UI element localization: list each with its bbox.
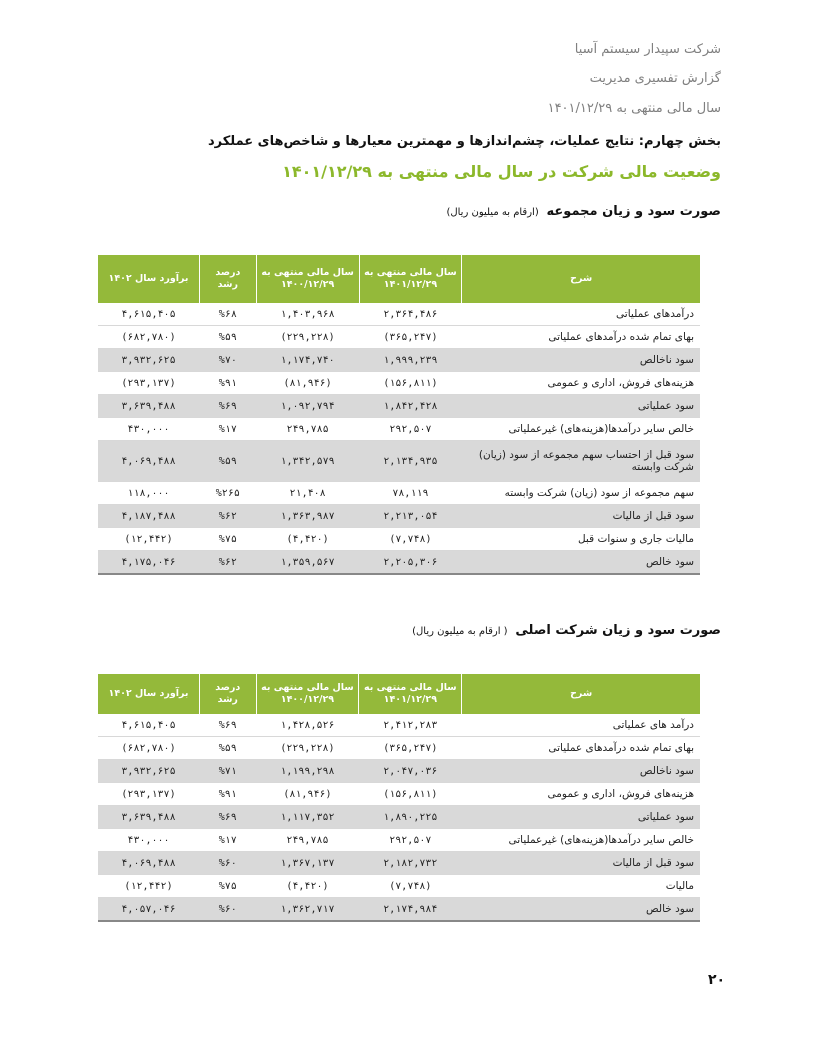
table-cell: %۵۹ — [200, 737, 256, 760]
main-title: وضعیت مالی شرکت در سال مالی منتهی به ۱۴۰۱/۱۲/۲۹ — [282, 162, 721, 181]
row-label: سهم مجموعه از سود (زیان) شرکت وابسته — [462, 482, 700, 505]
table-cell: ۴,۰۵۷,۰۴۶ — [98, 898, 200, 922]
table-cell: (۱۲,۴۴۲) — [98, 528, 200, 551]
table-row — [98, 326, 701, 349]
col-header-desc: شرح — [462, 255, 700, 303]
row-label: سود قبل از مالیات — [462, 505, 700, 528]
col-header-forecast: برآورد سال ۱۴۰۲ — [98, 255, 200, 303]
table-cell: ۱,۴۲۸,۵۲۶ — [256, 714, 359, 737]
table-row — [98, 395, 701, 418]
table-cell: ۲,۳۶۴,۴۸۶ — [359, 303, 462, 326]
table-cell: (۷,۷۴۸) — [359, 875, 462, 898]
table-cell: (۱۵۶,۸۱۱) — [359, 783, 462, 806]
row-label: سود قبل از احتساب سهم مجموعه از سود (زیان) شرکت وابسته — [462, 441, 700, 482]
table-cell: ۴,۰۶۹,۴۸۸ — [98, 852, 200, 875]
table-cell: ۴۳۰,۰۰۰ — [98, 418, 200, 441]
table-cell: ۲,۴۱۲,۲۸۳ — [359, 714, 462, 737]
table-cell: (۱۵۶,۸۱۱) — [359, 372, 462, 395]
row-label: سود ناخالص — [462, 349, 700, 372]
table-cell: (۲۲۹,۲۲۸) — [256, 737, 359, 760]
report-name: گزارش تفسیری مدیریت — [589, 71, 721, 86]
table-cell: ۴,۱۷۵,۰۴۶ — [98, 551, 200, 575]
table-cell: ۲,۰۴۷,۰۳۶ — [359, 760, 462, 783]
table-cell: (۲۹۳,۱۳۷) — [98, 372, 200, 395]
table-cell: ۱,۴۰۳,۹۶۸ — [256, 303, 359, 326]
table-cell: ۱,۰۹۲,۷۹۴ — [256, 395, 359, 418]
table1-unit-note: (ارقام به میلیون ریال) — [446, 207, 539, 218]
table-row — [98, 852, 701, 875]
table-cell: ۱,۱۷۴,۷۴۰ — [256, 349, 359, 372]
row-label: سود عملیاتی — [462, 395, 700, 418]
table-cell: ۷۸,۱۱۹ — [359, 482, 462, 505]
table-cell: %۷۰ — [200, 349, 257, 372]
col-header-desc: شرح — [462, 674, 700, 714]
table-row — [98, 528, 701, 551]
table-row — [98, 482, 701, 505]
table-row — [98, 372, 701, 395]
row-label: درآمدهای عملیاتی — [462, 303, 700, 326]
table-cell: (۳۶۵,۲۴۷) — [359, 326, 462, 349]
row-label: خالص سایر درآمدها(هزینه‌های) غیرعملیاتی — [462, 418, 700, 441]
table-cell: %۹۱ — [200, 372, 257, 395]
table-cell: ۴۳۰,۰۰۰ — [98, 829, 200, 852]
consolidated-income-table — [97, 255, 700, 575]
table-cell: ۱,۱۱۷,۳۵۲ — [256, 806, 359, 829]
row-label: بهای تمام شده درآمدهای عملیاتی — [462, 737, 700, 760]
table-cell: %۶۸ — [200, 303, 257, 326]
table-row — [98, 418, 701, 441]
table-cell: %۱۷ — [200, 418, 257, 441]
table-cell: (۳۶۵,۲۴۷) — [359, 737, 462, 760]
col-header-1400: سال مالی منتهی به ۱۴۰۰/۱۲/۲۹ — [256, 255, 359, 303]
row-label: بهای تمام شده درآمدهای عملیاتی — [462, 326, 700, 349]
table-cell: ۲۴۹,۷۸۵ — [256, 829, 359, 852]
table-row — [98, 829, 701, 852]
table-cell: (۲۹۳,۱۳۷) — [98, 783, 200, 806]
row-label: سود خالص — [462, 551, 700, 575]
col-header-growth: درصد رشد — [200, 674, 256, 714]
table1-title — [446, 204, 721, 219]
table-row — [98, 714, 701, 737]
company-name: شرکت سپیدار سیستم آسیا — [574, 42, 721, 57]
table-row — [98, 806, 701, 829]
table-cell: %۶۰ — [200, 898, 256, 922]
table-cell: %۷۵ — [200, 875, 256, 898]
table-cell: ۳,۶۳۹,۴۸۸ — [98, 806, 200, 829]
row-label: سود عملیاتی — [462, 806, 700, 829]
table-row — [98, 505, 701, 528]
table-header-row — [98, 674, 701, 714]
table-cell: %۷۵ — [200, 528, 257, 551]
table-row — [98, 898, 701, 922]
table1-title-text: صورت سود و زیان مجموعه — [546, 204, 721, 219]
table2-unit-note: ( ارقام به میلیون ریال) — [412, 626, 508, 637]
row-label: سود قبل از مالیات — [462, 852, 700, 875]
table-cell: %۶۲ — [200, 551, 257, 575]
table-cell: ۲,۲۰۵,۳۰۶ — [359, 551, 462, 575]
table-row — [98, 737, 701, 760]
table-cell: ۲۹۲,۵۰۷ — [359, 829, 462, 852]
row-label: مالیات — [462, 875, 700, 898]
table-cell: ۱,۳۴۲,۵۷۹ — [256, 441, 359, 482]
table-cell: ۱,۳۶۷,۱۳۷ — [256, 852, 359, 875]
table-cell: ۳,۶۳۹,۴۸۸ — [98, 395, 200, 418]
table-cell: %۵۹ — [200, 441, 257, 482]
report-period: سال مالی منتهی به ۱۴۰۱/۱۲/۲۹ — [547, 101, 721, 116]
table-header-row — [98, 255, 701, 303]
table-cell: (۸۱,۹۴۶) — [256, 783, 359, 806]
row-label: سود خالص — [462, 898, 700, 922]
table-cell: ۱۱۸,۰۰۰ — [98, 482, 200, 505]
table-cell: ۱,۱۹۹,۲۹۸ — [256, 760, 359, 783]
table-row — [98, 760, 701, 783]
table2-title-text: صورت سود و زیان شرکت اصلی — [515, 623, 721, 638]
table-cell: (۲۲۹,۲۲۸) — [256, 326, 359, 349]
table-cell: ۲,۲۱۳,۰۵۴ — [359, 505, 462, 528]
row-label: درآمد های عملیاتی — [462, 714, 700, 737]
table-cell: (۴,۴۲۰) — [256, 875, 359, 898]
col-header-1401: سال مالی منتهی به ۱۴۰۱/۱۲/۲۹ — [359, 674, 462, 714]
table-cell: (۴,۴۲۰) — [256, 528, 359, 551]
table-cell: ۲,۱۳۴,۹۳۵ — [359, 441, 462, 482]
table-cell: ۳,۹۳۲,۶۲۵ — [98, 349, 200, 372]
row-label: هزینه‌های فروش، اداری و عمومی — [462, 372, 700, 395]
table-cell: ۱,۸۴۲,۴۲۸ — [359, 395, 462, 418]
table-cell: %۲۶۵ — [200, 482, 257, 505]
table-cell: ۲۹۲,۵۰۷ — [359, 418, 462, 441]
table-row — [98, 551, 701, 575]
table-cell: ۲۱,۴۰۸ — [256, 482, 359, 505]
table-cell: %۶۹ — [200, 395, 257, 418]
table-cell: (۶۸۲,۷۸۰) — [98, 737, 200, 760]
col-header-forecast: برآورد سال ۱۴۰۲ — [98, 674, 200, 714]
row-label: هزینه‌های فروش، اداری و عمومی — [462, 783, 700, 806]
table-row — [98, 441, 701, 482]
table-cell: ۴,۶۱۵,۴۰۵ — [98, 714, 200, 737]
table-cell: %۷۱ — [200, 760, 256, 783]
table-cell: ۱,۳۶۲,۷۱۷ — [256, 898, 359, 922]
table-cell: %۶۰ — [200, 852, 256, 875]
section-title: بخش چهارم: نتایج عملیات، چشم‌اندازها و مهمترین معیارها و شاخص‌های عملکرد — [207, 134, 721, 149]
table-cell: ۴,۱۸۷,۴۸۸ — [98, 505, 200, 528]
row-label: سود ناخالص — [462, 760, 700, 783]
table-row — [98, 783, 701, 806]
col-header-1400: سال مالی منتهی به ۱۴۰۰/۱۲/۲۹ — [256, 674, 359, 714]
table-cell: ۳,۹۳۲,۶۲۵ — [98, 760, 200, 783]
table-cell: ۴,۰۶۹,۴۸۸ — [98, 441, 200, 482]
table-cell: %۶۹ — [200, 806, 256, 829]
table-cell: ۱,۹۹۹,۲۳۹ — [359, 349, 462, 372]
table2-title — [412, 623, 721, 638]
table-cell: (۸۱,۹۴۶) — [256, 372, 359, 395]
table-cell: (۷,۷۴۸) — [359, 528, 462, 551]
table-cell: ۱,۳۶۳,۹۸۷ — [256, 505, 359, 528]
table-cell: %۶۲ — [200, 505, 257, 528]
col-header-1401: سال مالی منتهی به ۱۴۰۱/۱۲/۲۹ — [359, 255, 462, 303]
table-row — [98, 349, 701, 372]
table-row — [98, 303, 701, 326]
table-cell: ۴,۶۱۵,۴۰۵ — [98, 303, 200, 326]
row-label: خالص سایر درآمدها(هزینه‌های) غیرعملیاتی — [462, 829, 700, 852]
table-row — [98, 875, 701, 898]
table-cell: %۹۱ — [200, 783, 256, 806]
table-cell: (۱۲,۴۴۲) — [98, 875, 200, 898]
table-cell: %۶۹ — [200, 714, 256, 737]
table-cell: ۱,۸۹۰,۲۲۵ — [359, 806, 462, 829]
row-label: مالیات جاری و سنوات قبل — [462, 528, 700, 551]
parent-income-table — [97, 674, 700, 922]
table-cell: ۲,۱۸۲,۷۳۲ — [359, 852, 462, 875]
table-cell: %۵۹ — [200, 326, 257, 349]
table-cell: ۲۴۹,۷۸۵ — [256, 418, 359, 441]
table-cell: (۶۸۲,۷۸۰) — [98, 326, 200, 349]
col-header-growth: درصد رشد — [200, 255, 257, 303]
table-cell: ۱,۳۵۹,۵۶۷ — [256, 551, 359, 575]
page-number: ۲۰ — [708, 972, 726, 988]
table-cell: %۱۷ — [200, 829, 256, 852]
table-cell: ۲,۱۷۴,۹۸۴ — [359, 898, 462, 922]
